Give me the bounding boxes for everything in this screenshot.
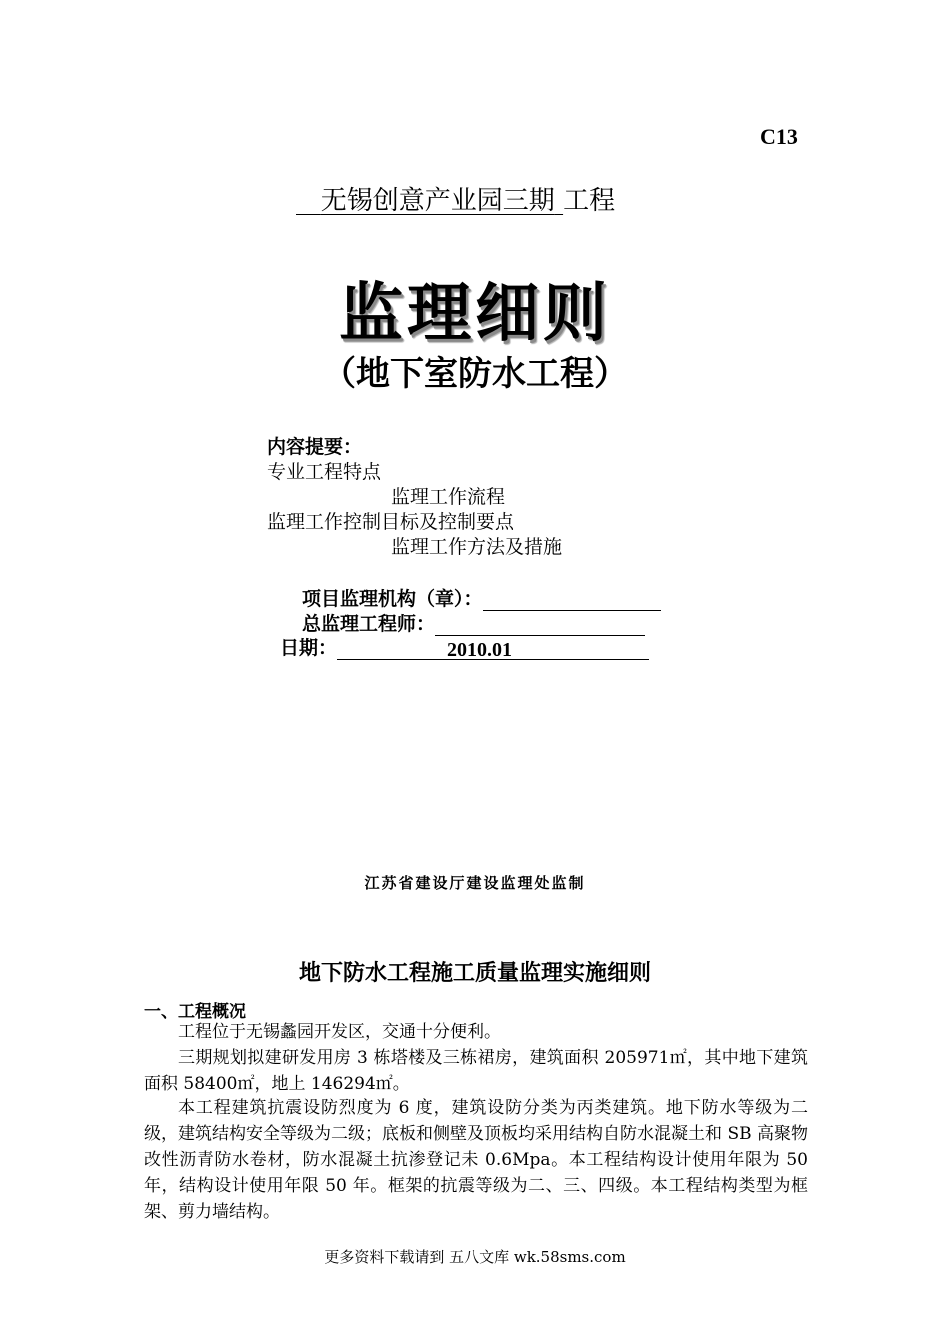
org-signature-row [302, 584, 661, 611]
summary-item: 专业工程特点 [267, 461, 382, 483]
summary-item: 监理工作方法及措施 [391, 536, 563, 558]
date-label: 日期： [280, 637, 338, 659]
paragraph: 工程位于无锡蠡园开发区，交通十分便利。 [178, 1022, 501, 1042]
document-heading: 地下防水工程施工质量监理实施细则 [298, 961, 651, 986]
date-value: 2010.01 [447, 639, 513, 661]
paragraph: 三期规划拟建研发用房 3 栋塔楼及三栋裙房，建筑面积 205971㎡，其中地下建筑面积 58400㎡，地上 146294㎡。 [144, 1048, 808, 1094]
date-blank [337, 639, 649, 660]
chief-signature-row [302, 609, 645, 636]
chief-label: 总监理工程师： [302, 613, 436, 635]
summary-title: 内容提要： [267, 436, 363, 458]
document-code: C13 [760, 124, 798, 149]
summary-item: 监理工作控制目标及控制要点 [267, 511, 515, 533]
org-label: 项目监理机构（章）： [302, 588, 483, 610]
paragraph: 本工程建筑抗震设防烈度为 6 度，建筑设防分类为丙类建筑。地下防水等级为二级，建筑结构安全等级为二级；底板和侧壁及顶板均采用结构自防水混凝土和 SB 高聚物改性沥青防水卷材，防水混凝土抗渗登记未 0.6Mpa。本工程结构设计使用年限为 50 年，结构设计使用年限 50 年。框架的抗震等级为二、三、四级。本工程结构类型为框架、剪力墙结构。 [144, 1098, 808, 1222]
issuer-line: 江苏省建设厅建设监理处监制 [364, 874, 586, 892]
main-title: 监理细则 [339, 277, 611, 351]
section-heading: 一、工程概况 [144, 1002, 246, 1022]
project-suffix: 工程 [563, 186, 616, 216]
subtitle: （地下室防水工程） [322, 354, 628, 394]
project-name: 无锡创意产业园三期 [320, 186, 555, 216]
summary-item: 监理工作流程 [391, 486, 506, 508]
page-footer: 更多资料下载请到 五八文库 wk.58sms.com [324, 1248, 626, 1266]
org-blank [483, 590, 661, 611]
date-row [280, 633, 649, 660]
project-name-line [296, 180, 615, 217]
